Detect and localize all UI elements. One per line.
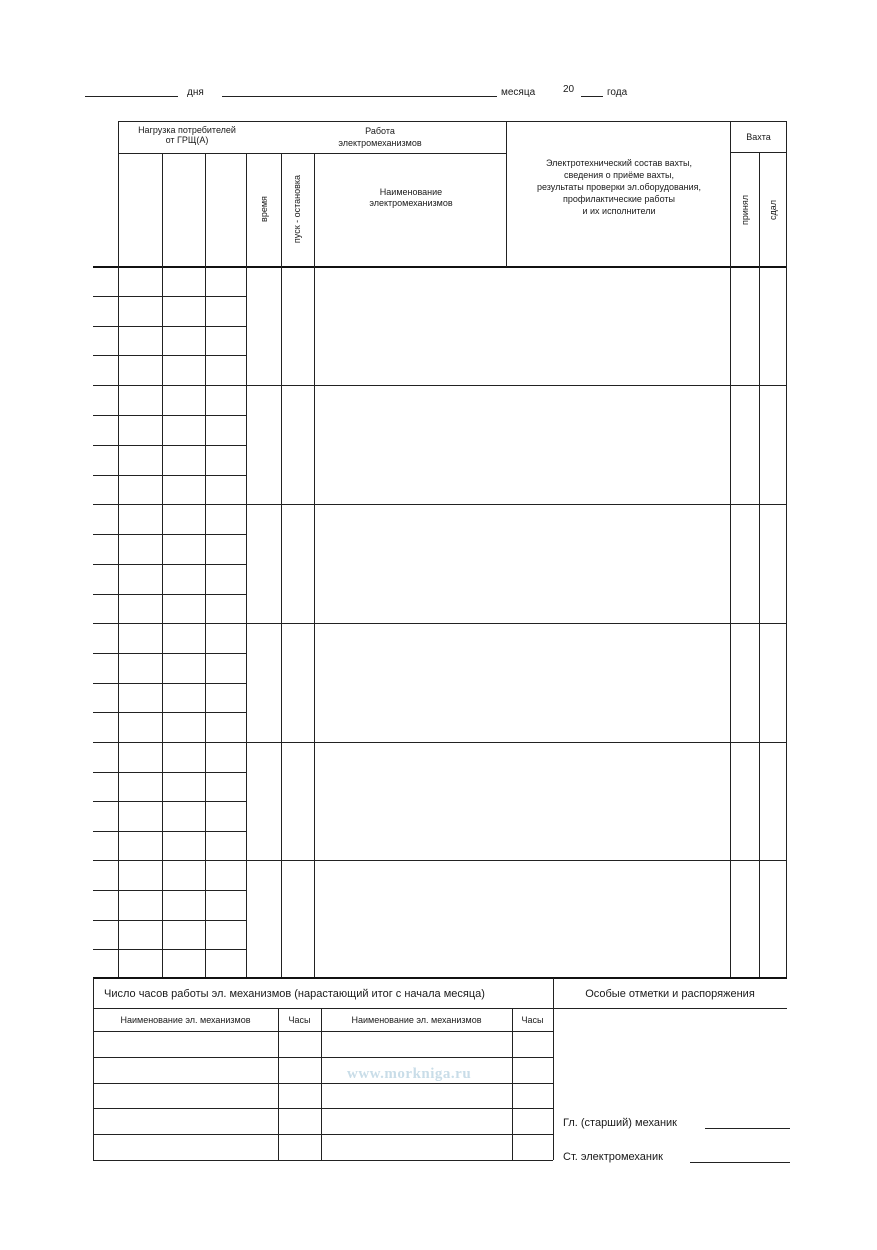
month-label: месяца — [501, 87, 536, 98]
day-number-line[interactable] — [85, 96, 178, 97]
hour-row[interactable] — [93, 445, 246, 446]
hour-row[interactable] — [93, 385, 246, 386]
notes-title: Особые отметки и распоряжения — [585, 988, 755, 1000]
senior-electromechanic-label: Ст. электромеханик — [563, 1151, 663, 1163]
col-start-stop-label: пуск - остановка — [292, 174, 302, 244]
col-mechanism-name-label: Наименование электромеханизмов — [369, 187, 453, 208]
col-line-start-stop — [314, 153, 315, 978]
col-line-load-3 — [246, 153, 247, 978]
hour-row[interactable] — [93, 831, 246, 832]
day-label: дня — [187, 87, 204, 98]
hours-col-line — [278, 1008, 279, 1160]
hour-row[interactable] — [93, 772, 246, 773]
year-prefix: 20 — [563, 84, 575, 95]
hours-col-name-2: Наименование эл. механизмов — [351, 1015, 482, 1025]
hour-row[interactable] — [93, 355, 246, 356]
hour-row[interactable] — [93, 534, 246, 535]
col-line-load-left — [118, 121, 119, 978]
watch-block-separator — [93, 504, 787, 505]
hours-row[interactable] — [93, 1057, 553, 1058]
hours-title-bottom — [93, 1008, 787, 1009]
col-line-watch-mid — [759, 152, 760, 978]
col-line-crew-info — [506, 121, 507, 267]
chief-mechanic-label: Гл. (старший) механик — [563, 1117, 677, 1129]
hours-row[interactable] — [93, 1083, 553, 1084]
hours-table-right — [553, 1008, 554, 1160]
table-top-border — [118, 121, 787, 122]
hours-row[interactable] — [93, 1108, 553, 1109]
col-line-watch-left — [730, 121, 731, 978]
hour-row[interactable] — [93, 653, 246, 654]
hours-col-name-1: Наименование эл. механизмов — [120, 1015, 251, 1025]
load-header: Нагрузка потребителей от ГРЩ(А) — [138, 125, 236, 145]
col-line-watch-right — [786, 121, 787, 978]
header-subline — [118, 153, 506, 154]
hours-table-bottom — [93, 1160, 553, 1161]
hours-col-hours-1: Часы — [288, 1015, 311, 1025]
hours-header-bottom — [93, 1031, 553, 1032]
col-handed-label: сдал — [768, 200, 778, 221]
hour-row[interactable] — [93, 712, 246, 713]
watermark: www.morkniga.ru — [347, 1066, 472, 1082]
col-line-load-2 — [205, 153, 206, 978]
chief-mechanic-signature-line[interactable] — [705, 1128, 790, 1129]
hours-col-line — [321, 1008, 322, 1160]
header-bottom-border — [93, 266, 787, 268]
senior-electromechanic-signature-line[interactable] — [690, 1162, 790, 1163]
hour-row[interactable] — [93, 920, 246, 921]
hours-table-title: Число часов работы эл. механизмов (нарастающий итог с начала месяца) — [104, 988, 485, 1000]
hour-row[interactable] — [93, 564, 246, 565]
hours-table-left — [93, 978, 94, 1160]
col-accepted-label: принял — [740, 195, 750, 226]
col-line-time — [281, 153, 282, 978]
work-header: Работа электромеханизмов — [338, 126, 422, 148]
hour-row[interactable] — [93, 594, 246, 595]
watch-block-separator — [246, 385, 787, 386]
hour-row[interactable] — [93, 475, 246, 476]
hour-row[interactable] — [93, 296, 246, 297]
hour-row[interactable] — [93, 683, 246, 684]
hour-row[interactable] — [93, 949, 246, 950]
month-line[interactable] — [222, 96, 497, 97]
col-line-load-1 — [162, 153, 163, 978]
hours-row[interactable] — [93, 1134, 553, 1135]
table-bottom-border — [93, 977, 787, 979]
watch-block-separator — [93, 860, 787, 861]
col-time-label: время — [259, 196, 269, 222]
hour-row[interactable] — [93, 415, 246, 416]
hour-row[interactable] — [93, 890, 246, 891]
hour-row[interactable] — [93, 326, 246, 327]
year-line[interactable] — [581, 96, 603, 97]
hours-col-line — [512, 1008, 513, 1160]
hours-col-hours-2: Часы — [521, 1015, 544, 1025]
hour-row[interactable] — [93, 801, 246, 802]
watch-block-separator — [93, 623, 787, 624]
crew-info-header: Электротехнический состав вахты, сведения о приёме вахты, результаты проверки эл.оборудования, профилактические работы и их исполнители — [536, 158, 702, 216]
watch-block-separator — [93, 742, 787, 743]
watch-header: Вахта — [746, 132, 771, 142]
year-label: года — [607, 87, 628, 98]
